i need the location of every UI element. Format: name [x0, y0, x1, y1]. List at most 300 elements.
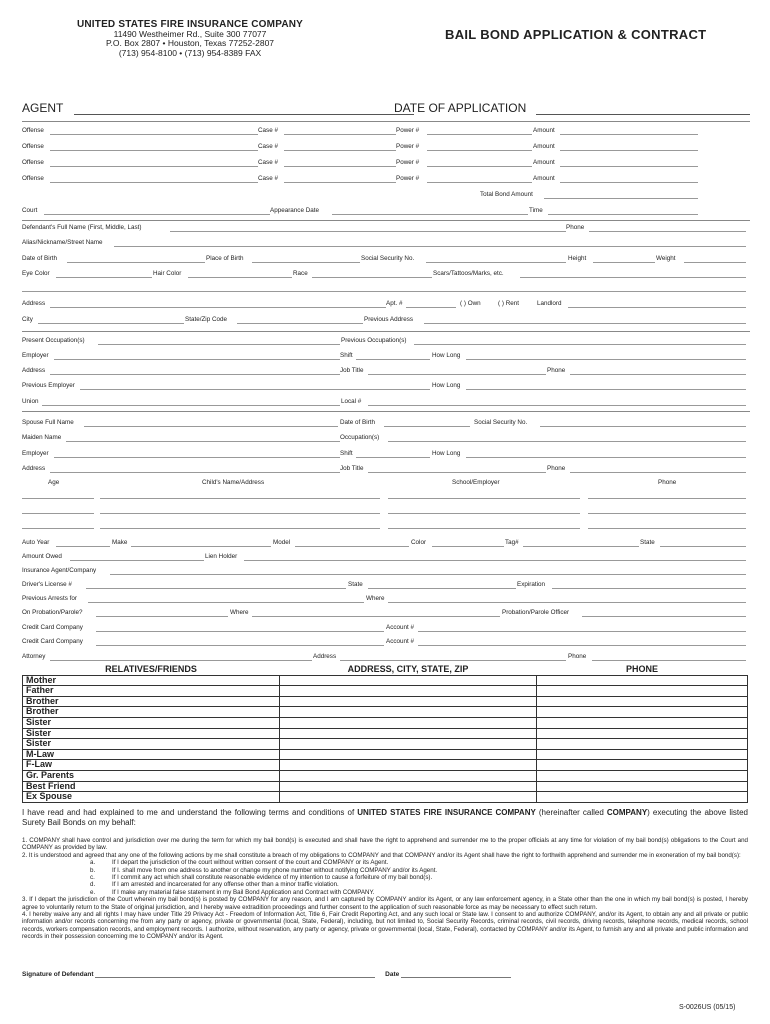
scars-continued-field[interactable] — [22, 291, 746, 292]
insurance-label: Insurance Agent/Company — [22, 567, 97, 574]
spouse-how-long-field[interactable] — [466, 457, 746, 458]
terms-intro-text: ) executing the above listed Surety Bail Bonds on my behalf: — [22, 808, 748, 827]
defendant-phone-label: Phone — [566, 224, 585, 231]
relative-label: Brother — [23, 696, 280, 707]
amount-label: Amount — [533, 159, 555, 166]
spouse-shift-field[interactable] — [356, 457, 430, 458]
child-name-field[interactable] — [100, 513, 380, 514]
spouse-shift-label: Shift — [340, 450, 353, 457]
child-school-field[interactable] — [388, 513, 580, 514]
phone-header: PHONE — [625, 664, 658, 674]
occupation-row — [22, 337, 748, 347]
apt-label: Apt. # — [386, 300, 403, 307]
agent-label: AGENT — [22, 101, 64, 115]
account-field[interactable] — [418, 645, 746, 646]
sub-item-text: If I. shall move from one address to another or change my phone number without notifying COMPANY and/or its Agent. — [112, 866, 438, 874]
relative-phone-cell[interactable] — [537, 717, 748, 728]
probation-field[interactable] — [96, 616, 228, 617]
terms-intro — [22, 808, 748, 827]
previous-occupation-field[interactable] — [414, 344, 746, 345]
sub-item-text: If I am arrested and incarcerated for any offense other than a minor traffic violation. — [112, 881, 339, 889]
offense-row — [22, 159, 748, 169]
relative-label: Mother — [23, 675, 280, 686]
relative-phone-cell[interactable] — [537, 739, 748, 750]
power-label: Power # — [396, 175, 420, 182]
spouse-employer-label: Employer — [22, 450, 49, 457]
own-checkbox[interactable]: ( ) Own — [460, 300, 481, 307]
spouse-ssn-field[interactable] — [540, 426, 746, 427]
landlord-field[interactable] — [568, 307, 746, 308]
vehicle-state-field[interactable] — [660, 546, 746, 547]
term-paragraph-4: 4. I hereby waive any and all rights I may have under Title 29 Privacy Act - Freedom of Information Act, Title 6, Fair Credit Reporting Act, and any such local or State law. I consent to and authorize COMPANY, and/or its Agent, to obtain any and all private or public information and/or records concerning me from any party or agency, private or governmental (local, State, Federal), including, but not limited to, Social Security Records, criminal records, civil records, driving records, telephone records, medical records, school records, workers compensation records, and employment records. I authorize, without reservation, any party or agency, private or governmental (local, State, Federal), contacted by COMPANY and/or its Agent, to furnish any and all private and public information and records in their possession concerning me to COMPANY and/or its Agent. — [22, 911, 748, 941]
relative-address-cell[interactable] — [280, 781, 537, 792]
defendant-name-field[interactable] — [170, 231, 566, 232]
offense-label: Offense — [22, 143, 44, 150]
present-occupation-field[interactable] — [98, 344, 340, 345]
appearance-date-label: Appearance Date — [270, 207, 320, 214]
previous-employer-field[interactable] — [80, 389, 430, 390]
company-phone: (713) 954-8100 • (713) 954-8389 FAX — [118, 47, 262, 58]
terms-section — [22, 808, 748, 941]
spouse-job-title-field[interactable] — [368, 472, 546, 473]
power-label: Power # — [396, 159, 420, 166]
agent-row — [22, 101, 750, 116]
child-school-header: School/Employer — [452, 479, 500, 486]
attorney-address-label: Address — [313, 653, 337, 660]
weight-field[interactable] — [684, 262, 746, 263]
present-occupation-label: Present Occupation(s) — [22, 337, 85, 344]
terms-company-short: COMPANY — [606, 808, 648, 817]
child-name-field[interactable] — [100, 528, 380, 529]
relative-address-cell[interactable] — [280, 760, 537, 771]
offense-label: Offense — [22, 159, 44, 166]
local-field[interactable] — [368, 405, 746, 406]
license-row — [22, 581, 748, 591]
relative-label: Ex Spouse — [23, 792, 280, 803]
table-row — [23, 749, 748, 760]
relative-phone-cell[interactable] — [537, 675, 748, 686]
offense-row — [22, 127, 748, 137]
address-header: ADDRESS, CITY, STATE, ZIP — [347, 664, 469, 674]
pob-field[interactable] — [252, 262, 360, 263]
model-label: Model — [273, 539, 291, 546]
amount-owed-row — [22, 553, 748, 563]
auto-row — [22, 539, 748, 549]
pob-label: Place of Birth — [206, 255, 244, 262]
license-state-label: State — [348, 581, 363, 588]
ssn-label: Social Security No. — [361, 255, 415, 262]
license-field[interactable] — [86, 588, 346, 589]
total-bond-label: Total Bond Amount — [480, 191, 533, 198]
relative-phone-cell[interactable] — [537, 686, 748, 697]
spouse-row — [22, 419, 748, 429]
scars-field[interactable] — [520, 277, 746, 278]
case-field[interactable] — [284, 134, 396, 135]
credit-card-row — [22, 638, 748, 648]
lien-holder-label: Lien Holder — [205, 553, 238, 560]
relative-phone-cell[interactable] — [537, 749, 748, 760]
job-title-field[interactable] — [368, 374, 546, 375]
alias-row — [22, 239, 748, 249]
city-label: City — [22, 316, 33, 323]
table-row — [23, 739, 748, 750]
birth-row — [22, 255, 748, 265]
divider — [22, 411, 750, 412]
term-paragraph-1: 1. COMPANY shall have control and jurisdiction over me during the term for which my bail bond(s) is executed and shall have the right to apprehend and surrender me to the proper officials at any time for violation of my bail bond(s) obligations to the Court and COMPANY as provided by law. — [22, 837, 748, 852]
table-row — [23, 696, 748, 707]
term-sub-item — [90, 881, 748, 888]
relative-address-cell[interactable] — [280, 675, 537, 686]
case-field[interactable] — [284, 166, 396, 167]
form-number: S-0026US (05/15) — [679, 1004, 736, 1011]
child-school-field[interactable] — [388, 498, 580, 499]
dob-field[interactable] — [67, 262, 205, 263]
relative-address-cell[interactable] — [280, 686, 537, 697]
company-address-1: 11490 Westheimer Rd., Suite 300 77077 — [113, 28, 267, 39]
divider — [22, 331, 750, 332]
height-field[interactable] — [593, 262, 655, 263]
relatives-header: RELATIVES/FRIENDS — [105, 664, 197, 674]
divider — [22, 220, 750, 221]
power-field[interactable] — [427, 150, 532, 151]
previous-arrests-label: Previous Arrests for — [22, 595, 77, 602]
offense-row — [22, 175, 748, 185]
make-field[interactable] — [131, 546, 271, 547]
race-field[interactable] — [312, 277, 432, 278]
expiration-field[interactable] — [552, 588, 746, 589]
tag-label: Tag# — [505, 539, 519, 546]
credit-card-company-label: Credit Card Company — [22, 624, 83, 631]
relative-label: F-Law — [23, 760, 280, 771]
offense-label: Offense — [22, 127, 44, 134]
term-sub-item — [90, 867, 748, 874]
spouse-dob-label: Date of Birth — [340, 419, 375, 426]
city-field[interactable] — [38, 323, 184, 324]
amount-field[interactable] — [560, 166, 698, 167]
relative-phone-cell[interactable] — [537, 728, 748, 739]
child-phone-field[interactable] — [588, 528, 746, 529]
table-row — [23, 792, 748, 803]
offense-row — [22, 143, 748, 153]
relative-label: Gr. Parents — [23, 770, 280, 781]
dob-label: Date of Birth — [22, 255, 57, 262]
maiden-name-label: Maiden Name — [22, 434, 62, 441]
child-name-header: Child's Name/Address — [202, 479, 265, 486]
offense-field[interactable] — [50, 150, 258, 151]
maiden-row — [22, 434, 748, 444]
date-of-application-label: DATE OF APPLICATION — [394, 101, 527, 115]
rent-checkbox[interactable]: ( ) Rent — [498, 300, 519, 307]
credit-card-row — [22, 624, 748, 634]
employer-address-label: Address — [22, 367, 46, 374]
union-label: Union — [22, 398, 39, 405]
sub-item-text: If I make any material false statement in my Bail Bond Application and Contract with COMPANY. — [112, 888, 375, 896]
offense-field[interactable] — [50, 166, 258, 167]
term-sub-item — [90, 889, 748, 896]
alias-field[interactable] — [114, 246, 746, 247]
color-label: Color — [411, 539, 427, 546]
relative-address-cell[interactable] — [280, 707, 537, 718]
arrests-where-label: Where — [366, 595, 385, 602]
case-label: Case # — [258, 175, 278, 182]
spouse-address-field[interactable] — [50, 472, 340, 473]
union-row — [22, 398, 748, 408]
relative-address-cell[interactable] — [280, 770, 537, 781]
relative-address-cell[interactable] — [280, 717, 537, 728]
sub-item-letter: d. — [90, 881, 96, 889]
attorney-field[interactable] — [50, 660, 312, 661]
state-zip-field[interactable] — [237, 323, 363, 324]
relative-address-cell[interactable] — [280, 749, 537, 760]
total-bond-row — [22, 191, 748, 201]
relatives-table — [22, 665, 748, 803]
employer-address-row — [22, 367, 748, 377]
relative-address-cell[interactable] — [280, 696, 537, 707]
table-row — [23, 770, 748, 781]
form-title: BAIL BOND APPLICATION & CONTRACT — [445, 27, 707, 42]
how-long-field[interactable] — [466, 359, 746, 360]
credit-card-company-field[interactable] — [96, 645, 384, 646]
apt-field[interactable] — [406, 307, 456, 308]
company-name: UNITED STATES FIRE INSURANCE COMPANY — [76, 19, 304, 30]
attorney-address-field[interactable] — [340, 660, 566, 661]
power-label: Power # — [396, 143, 420, 150]
relative-phone-cell[interactable] — [537, 792, 748, 803]
relative-phone-cell[interactable] — [537, 707, 748, 718]
defendant-name-label: Defendant's Full Name (First, Middle, Last) — [22, 224, 142, 231]
case-field[interactable] — [284, 150, 396, 151]
relative-phone-cell[interactable] — [537, 760, 748, 771]
company-header — [55, 20, 325, 58]
make-label: Make — [112, 539, 128, 546]
child-phone-field[interactable] — [588, 498, 746, 499]
agent-field[interactable] — [74, 114, 414, 115]
lien-holder-field[interactable] — [244, 560, 746, 561]
sub-item-letter: a. — [90, 859, 96, 867]
spouse-address-label: Address — [22, 465, 46, 472]
court-row — [22, 207, 748, 217]
amount-label: Amount — [533, 175, 555, 182]
account-label: Account # — [386, 624, 415, 631]
divider — [22, 121, 750, 122]
spouse-employer-row — [22, 450, 748, 460]
child-name-field[interactable] — [100, 498, 380, 499]
relative-label: M-Law — [23, 749, 280, 760]
shift-label: Shift — [340, 352, 353, 359]
total-bond-field[interactable] — [544, 198, 698, 199]
hair-color-field[interactable] — [188, 277, 292, 278]
spouse-phone-label: Phone — [547, 465, 566, 472]
employer-address-field[interactable] — [50, 374, 340, 375]
probation-officer-label: Probation/Parole Officer — [502, 609, 570, 616]
case-field[interactable] — [284, 182, 396, 183]
power-field[interactable] — [427, 134, 532, 135]
signature-row — [22, 971, 511, 978]
account-field[interactable] — [418, 631, 746, 632]
spouse-address-row — [22, 465, 748, 475]
attorney-label: Attorney — [22, 653, 46, 660]
auto-year-field[interactable] — [56, 546, 110, 547]
table-row — [23, 760, 748, 771]
term-paragraph-2: 2. It is understood and agreed that any one of the following actions by me shall constitute a breach of my obligations to COMPANY and that COMPANY and/or its Agent shall have the right to forthwith apprehend and surrender me in exoneration of my bail bond(s): — [22, 851, 741, 859]
account-label: Account # — [386, 638, 415, 645]
offense-field[interactable] — [50, 182, 258, 183]
previous-arrests-field[interactable] — [88, 602, 364, 603]
case-label: Case # — [258, 159, 278, 166]
amount-field[interactable] — [560, 150, 698, 151]
height-label: Height — [568, 255, 587, 262]
weight-label: Weight — [656, 255, 676, 262]
credit-card-company-label: Credit Card Company — [22, 638, 83, 645]
credit-card-company-field[interactable] — [96, 631, 384, 632]
union-field[interactable] — [42, 405, 340, 406]
child-age-field[interactable] — [22, 498, 94, 499]
terms-company-name: UNITED STATES FIRE INSURANCE COMPANY — [357, 808, 536, 817]
terms-intro-text: I have read and had explained to me and understand the following terms and conditions of — [22, 808, 358, 817]
table-row — [23, 707, 748, 718]
child-school-field[interactable] — [388, 528, 580, 529]
amount-label: Amount — [533, 143, 555, 150]
relative-label: Sister — [23, 728, 280, 739]
ssn-field[interactable] — [426, 262, 566, 263]
relative-phone-cell[interactable] — [537, 781, 748, 792]
court-label: Court — [22, 207, 38, 214]
previous-address-label: Previous Address — [364, 316, 414, 323]
city-row — [22, 316, 748, 326]
amount-owed-label: Amount Owed — [22, 553, 62, 560]
signature-date-label: Date — [385, 971, 400, 978]
relative-phone-cell[interactable] — [537, 770, 748, 781]
previous-address-field[interactable] — [424, 323, 746, 324]
attorney-phone-field[interactable] — [592, 660, 746, 661]
maiden-name-field[interactable] — [66, 441, 340, 442]
power-label: Power # — [396, 127, 420, 134]
offense-label: Offense — [22, 175, 44, 182]
company-address-2: P.O. Box 2807 • Houston, Texas 77252-2807 — [105, 38, 275, 48]
sub-item-text: If I commit any act which shall constitute reasonable evidence of my intention to cause a forfeiture of my bail bond(s). — [112, 874, 433, 882]
defendant-phone-field[interactable] — [589, 231, 746, 232]
sub-item-letter: b. — [90, 866, 96, 874]
spouse-phone-field[interactable] — [570, 472, 746, 473]
previous-employer-label: Previous Employer — [22, 382, 75, 389]
tag-field[interactable] — [523, 546, 639, 547]
power-field[interactable] — [427, 166, 532, 167]
employer-row — [22, 352, 748, 362]
color-field[interactable] — [432, 546, 504, 547]
arrests-row — [22, 595, 748, 605]
employer-field[interactable] — [54, 359, 340, 360]
defendant-name-row — [22, 224, 748, 234]
probation-where-label: Where — [230, 609, 249, 616]
insurance-field[interactable] — [110, 574, 746, 575]
spouse-how-long-label: How Long — [432, 450, 461, 457]
shift-field[interactable] — [356, 359, 430, 360]
amount-field[interactable] — [560, 182, 698, 183]
address-row — [22, 300, 748, 310]
insurance-row — [22, 567, 748, 577]
spouse-name-field[interactable] — [84, 426, 338, 427]
signature-field[interactable] — [95, 977, 375, 978]
relative-address-cell[interactable] — [280, 792, 537, 803]
case-label: Case # — [258, 143, 278, 150]
previous-occupation-label: Previous Occupation(s) — [341, 337, 407, 344]
term-paragraph-3: 3. If I depart the jurisdiction of the Court wherein my bail bond(s) is posted by COMPANY for any reason, and I am captured by COMPANY and/or its Agent, or any law enforcement agency, in a State other than the one in which my bail bond(s) is posted, I hereby agree to voluntarily return to the State of original jurisdiction, and I hereby waive extradition proceedings and further consent to the application of such reasonable force as may be necessary to effect such return. — [22, 896, 748, 911]
eye-color-label: Eye Color — [22, 270, 50, 277]
job-title-label: Job Title — [340, 367, 364, 374]
attorney-row — [22, 653, 748, 663]
expiration-label: Expiration — [517, 581, 546, 588]
model-field[interactable] — [295, 546, 409, 547]
scars-label: Scars/Tattoos/Marks, etc. — [433, 270, 504, 277]
child-phone-field[interactable] — [588, 513, 746, 514]
landlord-label: Landlord — [537, 300, 562, 307]
term-sub-item — [90, 874, 748, 881]
arrests-where-field[interactable] — [388, 602, 746, 603]
employer-label: Employer — [22, 352, 49, 359]
case-label: Case # — [258, 127, 278, 134]
employer-phone-field[interactable] — [570, 374, 746, 375]
attorney-phone-label: Phone — [568, 653, 587, 660]
spouse-name-label: Spouse Full Name — [22, 419, 74, 426]
amount-field[interactable] — [560, 134, 698, 135]
probation-where-field[interactable] — [252, 616, 500, 617]
hair-color-label: Hair Color — [153, 270, 182, 277]
appearance-date-field[interactable] — [332, 214, 528, 215]
sub-item-letter: e. — [90, 888, 96, 896]
child-age-field[interactable] — [22, 513, 94, 514]
offense-field[interactable] — [50, 134, 258, 135]
spouse-occupation-label: Occupation(s) — [340, 434, 380, 441]
court-field[interactable] — [44, 214, 270, 215]
address-field[interactable] — [50, 307, 386, 308]
address-label: Address — [22, 300, 46, 307]
how-long-label: How Long — [432, 352, 461, 359]
previous-employer-row — [22, 382, 748, 392]
sub-item-text: If I depart the jurisdiction of the court without written consent of the court and COMPANY or its Agent. — [112, 859, 389, 867]
table-row — [23, 728, 748, 739]
child-phone-header: Phone — [658, 479, 677, 486]
relative-phone-cell[interactable] — [537, 696, 748, 707]
power-field[interactable] — [427, 182, 532, 183]
time-field[interactable] — [548, 214, 698, 215]
relative-label: Best Friend — [23, 781, 280, 792]
relative-address-cell[interactable] — [280, 728, 537, 739]
probation-row — [22, 609, 748, 619]
spouse-ssn-label: Social Security No. — [474, 419, 528, 426]
local-label: Local # — [341, 398, 362, 405]
probation-label: On Probation/Parole? — [22, 609, 83, 616]
amount-owed-field[interactable] — [70, 560, 204, 561]
relative-address-cell[interactable] — [280, 739, 537, 750]
eye-color-field[interactable] — [56, 277, 152, 278]
license-state-field[interactable] — [368, 588, 516, 589]
child-age-field[interactable] — [22, 528, 94, 529]
date-of-application-field[interactable] — [536, 114, 750, 115]
spouse-occupation-field[interactable] — [388, 441, 746, 442]
term-sub-list — [22, 859, 748, 896]
signature-label: Signature of Defendant — [22, 971, 94, 978]
relative-label: Sister — [23, 739, 280, 750]
race-label: Race — [293, 270, 308, 277]
table-row — [23, 686, 748, 697]
spouse-dob-field[interactable] — [384, 426, 470, 427]
time-label: Time — [529, 207, 543, 214]
signature-date-field[interactable] — [401, 977, 511, 978]
spouse-employer-field[interactable] — [54, 457, 340, 458]
probation-officer-field[interactable] — [582, 616, 746, 617]
auto-year-label: Auto Year — [22, 539, 50, 546]
how-long-field[interactable] — [466, 389, 746, 390]
